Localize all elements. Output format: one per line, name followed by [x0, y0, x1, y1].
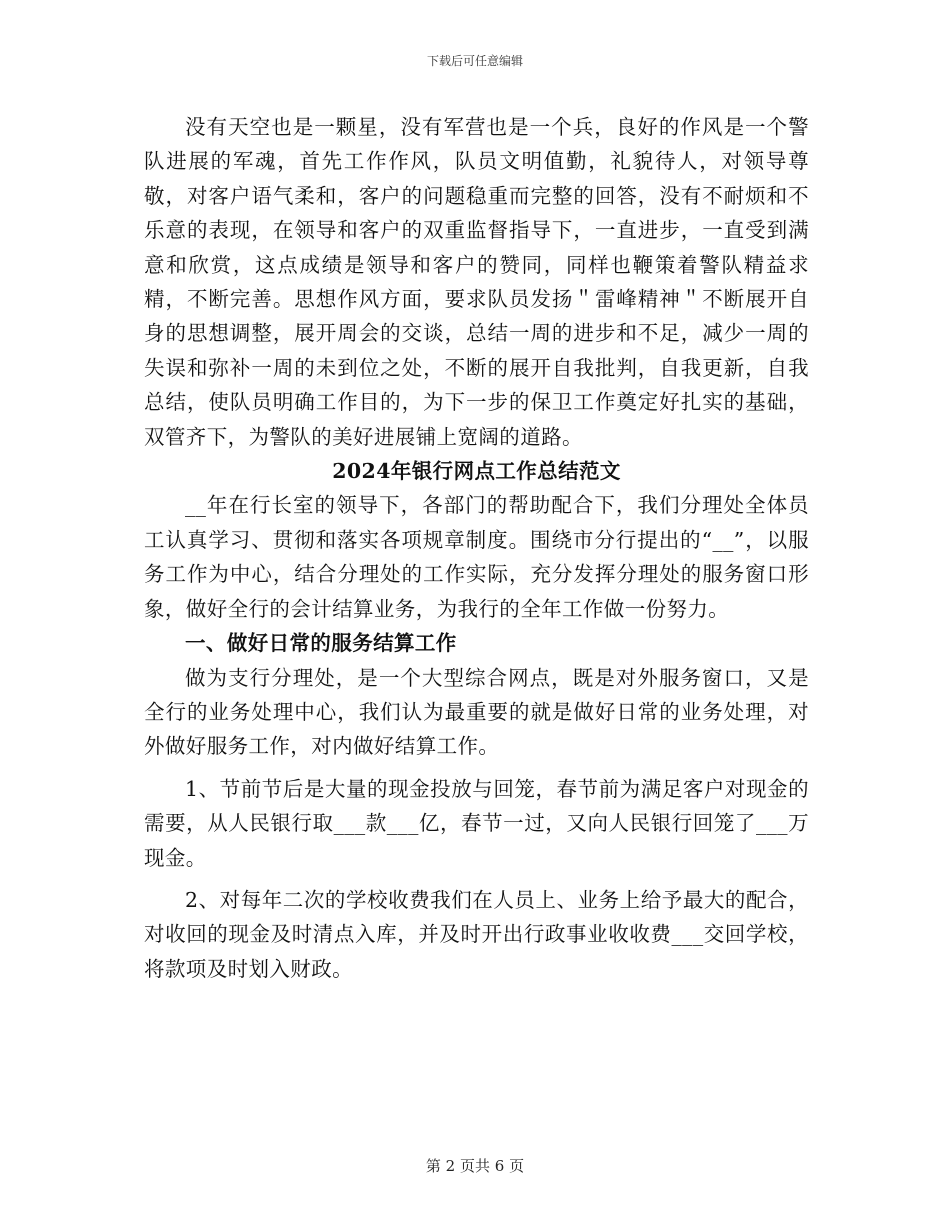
paragraph-police-style: 没有天空也是一颗星，没有军营也是一个兵，良好的作风是一个警队进展的军魂，首先工作作风，队员文明值勤，礼貌待人，对领导尊敬，对客户语气柔和，客户的问题稳重而完整的回答，没有不耐烦和不乐意的表现，在领导和客户的双重监督指导下，一直进步，一直受到满意和欣赏，这点成绩是领导和客户的赞同，同样也鞭策着警队精益求精，不断完善。思想作风方面，要求队员发扬＂雷峰精神＂不断展开自身的思想调整，展开周会的交谈，总结一周的进步和不足，减少一周的失误和弥补一周的未到位之处，不断的展开自我批判，自我更新，自我总结，使队员明确工作目的，为下一步的保卫工作奠定好扎实的基础，双管齐下，为警队的美好进展铺上宽阔的道路。	[144, 115, 809, 449]
page-footer: 第 2 页共 6 页	[425, 1157, 525, 1175]
paragraph-intro: __年在行长室的领导下，各部门的帮助配合下，我们分理处全体员工认真学习、贯彻和落实各项规章制度。围绕市分行提出的“__”，以服务工作为中心，结合分理处的工作实际，充分发挥分理处的服务窗口形象，做好全行的会计结算业务，为我行的全年工作做一份努力。	[144, 493, 809, 621]
paragraph-item-1: 1、节前节后是大量的现金投放与回笼，春节前为满足客户对现金的需要，从人民银行取___款___亿，春节一过，又向人民银行回笼了___万现金。	[144, 776, 809, 870]
page-header: 下载后可任意编辑	[426, 54, 523, 68]
paragraph-item-2: 2、对每年二次的学校收费我们在人员上、业务上给予最大的配合，对收回的现金及时清点入库，并及时开出行政事业收收费___交回学校，将款项及时划入财政。	[144, 887, 809, 981]
section-title: 2024年银行网点工作总结范文	[332, 459, 621, 484]
paragraph-daily-service: 做为支行分理处，是一个大型综合网点，既是对外服务窗口，又是全行的业务处理中心，我们认为最重要的就是做好日常的业务处理，对外做好服务工作，对内做好结算工作。	[144, 665, 809, 759]
document-body	[144, 110, 809, 986]
section-heading: 一、做好日常的服务结算工作	[185, 631, 457, 656]
